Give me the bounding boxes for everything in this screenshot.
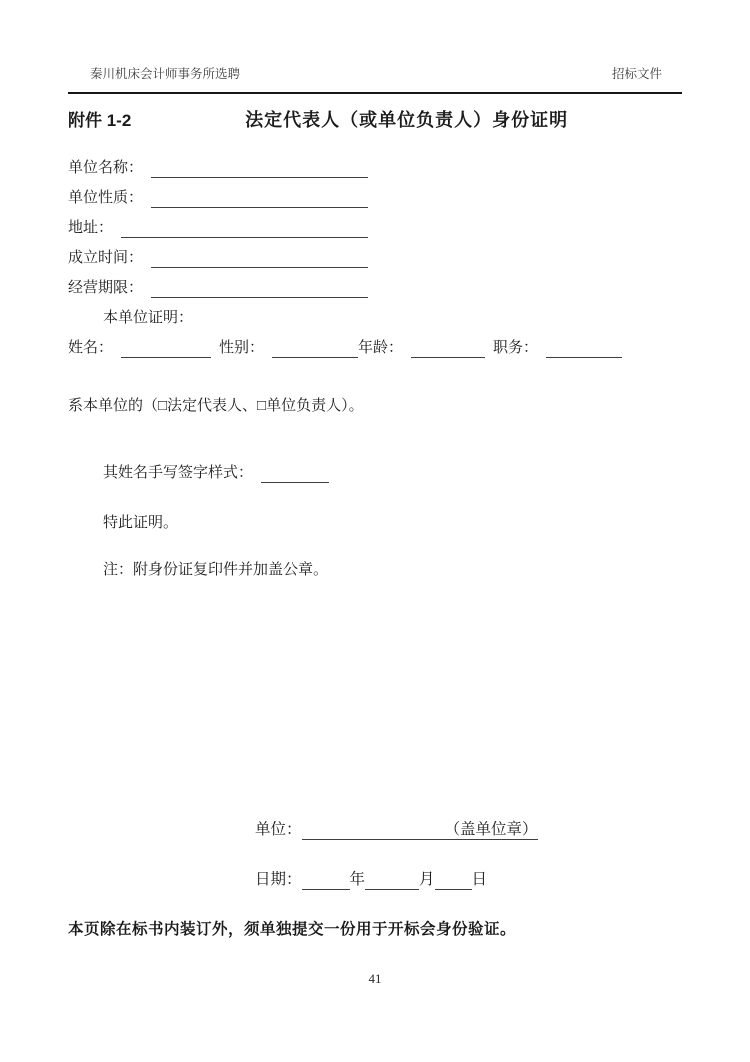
- unit-info-fields: [68, 153, 368, 303]
- field-row-unit-name: [68, 153, 368, 183]
- note-row: [68, 555, 682, 585]
- note-text: 注：附身份证复印件并加盖公章。: [103, 562, 329, 578]
- hereby-certify-text: 特此证明。: [103, 515, 179, 531]
- age-blank: [411, 333, 485, 358]
- field-row-address: [68, 213, 368, 243]
- attachment-number: 附件 1-2: [68, 111, 132, 130]
- field-row-establish-date: [68, 243, 368, 273]
- establish-date-label: 成立时间：: [68, 250, 144, 266]
- unit-name-blank: [151, 153, 368, 178]
- business-term-label: 经营期限：: [68, 280, 144, 296]
- name-label: 姓名：: [68, 340, 114, 356]
- establish-date-blank: [151, 243, 368, 268]
- unit-stamp-label: 单位：: [255, 821, 302, 838]
- title-row: [68, 106, 682, 132]
- address-label: 地址：: [68, 220, 114, 236]
- address-blank: [121, 213, 368, 238]
- date-day-label: 日: [471, 871, 488, 888]
- signature-sample-row: [68, 458, 682, 488]
- gender-blank: [272, 333, 358, 358]
- footer-instruction: 本页除在标书内装订外，须单独提交一份用于开标会身份验证。: [68, 921, 517, 938]
- field-row-business-term: [68, 273, 368, 303]
- gender-label: 性别：: [219, 340, 265, 356]
- person-info-row: [68, 333, 682, 363]
- header-right-text: 招标文件: [611, 67, 662, 81]
- business-term-blank: [151, 273, 368, 298]
- relation-text-with-checkboxes: 系本单位的（□法定代表人、□单位负责人）。: [68, 398, 364, 414]
- field-row-unit-nature: [68, 183, 368, 213]
- position-blank: [546, 333, 622, 358]
- name-blank: [121, 333, 211, 358]
- page-title: 法定代表人（或单位负责人）身份证明: [245, 110, 569, 130]
- signature-sample-blank: [261, 458, 329, 483]
- seal-hint-text: （盖单位章）: [445, 815, 538, 840]
- certify-intro-row: [68, 303, 682, 333]
- certify-intro-text: 本单位证明：: [103, 310, 194, 326]
- signature-sample-label: 其姓名手写签字样式：: [103, 465, 254, 481]
- header-left-text: 秦川机床会计师事务所选聘: [90, 67, 241, 81]
- position-label: 职务：: [493, 340, 539, 356]
- unit-nature-blank: [151, 183, 368, 208]
- hereby-certify-row: [68, 508, 682, 538]
- unit-stamp-row: [68, 815, 682, 845]
- date-year-label: 年: [349, 871, 366, 888]
- page-header: [68, 64, 682, 94]
- date-label: 日期：: [255, 871, 302, 888]
- date-year-blank: [302, 865, 350, 890]
- unit-nature-label: 单位性质：: [68, 190, 144, 206]
- page-number: 41: [368, 971, 382, 986]
- unit-stamp-blank: [302, 815, 445, 840]
- date-month-blank: [365, 865, 419, 890]
- date-day-blank: [435, 865, 472, 890]
- date-month-label: 月: [419, 871, 435, 888]
- unit-name-label: 单位名称：: [68, 160, 144, 176]
- date-row: [68, 865, 682, 895]
- relation-row: [68, 391, 682, 421]
- age-label: 年龄：: [358, 340, 404, 356]
